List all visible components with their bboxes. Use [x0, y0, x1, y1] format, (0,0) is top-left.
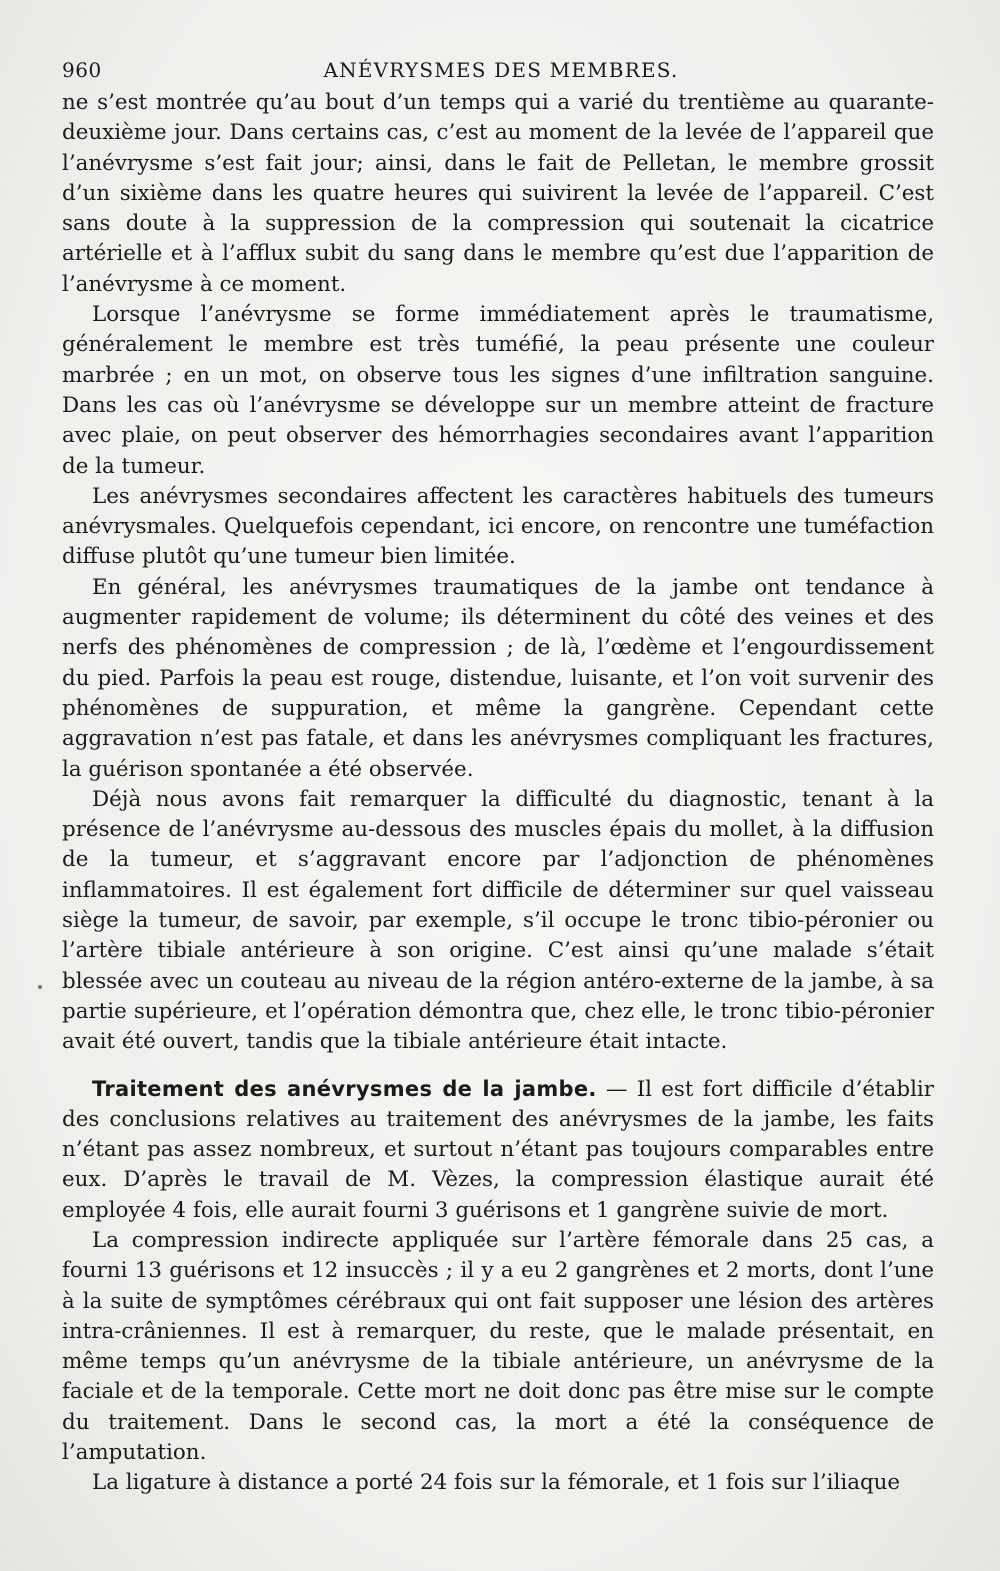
section-paragraph [62, 1074, 934, 1226]
page-header [62, 58, 940, 88]
running-title: ANÉVRYSMES DES MEMBRES. [323, 58, 679, 82]
page-number: 960 [62, 58, 102, 82]
paragraph: Lorsque l’anévrysme se forme immédiatement après le traumatisme, généralement le membre est très tuméfié, la peau présente une couleur marbrée ; en un mot, on observe tous les signes d’une infiltration sanguine. Dans les cas où l’anévrysme se développe sur un membre atteint de fracture avec plaie, on peut observer des hémorrhagies secondaires avant l’apparition de la tumeur. [62, 302, 934, 479]
section-title: Traitement des anévrysmes de la jambe. [92, 1076, 597, 1101]
paragraph: Déjà nous avons fait remarquer la difficulté du diagnostic, tenant à la présence de l’anévrysme au-dessous des muscles épais du mollet, à la diffusion de la tumeur, et s’aggravant encore par l’adjonction de phénomènes inflammatoires. Il est également fort difficile de déterminer sur quel vaisseau siège la tumeur, de savoir, par exemple, s’il occupe le tronc tibio-péronier ou l’artère tibiale antérieure à son origine. C’est ainsi qu’une malade s’était blessée avec un couteau au niveau de la région antéro-externe de la jambe, à sa partie supérieure, et l’opération démontra que, chez elle, le tronc tibio-péronier avait été ouvert, tandis que la tibiale antérieure était intacte. [62, 786, 934, 1055]
section-dash: — [596, 1076, 637, 1102]
paragraph: La compression indirecte appliquée sur l’artère fémorale dans 25 cas, a fourni 13 guérisons et 12 insuccès ; il y a eu 2 gangrènes et 2 morts, dont l’une à la suite de symptômes cérébraux qui ont fait supposer une lésion des artères intra-crâniennes. Il est à remarquer, du reste, que le malade présentait, en même temps qu’un anévrysme de la tibiale antérieure, un anévrysme de la faciale et de la temporale. Cette mort ne doit donc pas être mise sur le compte du traitement. Dans le second cas, la mort a été la conséquence de l’amputation. [62, 1227, 934, 1466]
paragraph: Les anévrysmes secondaires affectent les caractères habituels des tumeurs anévrysmales. Quelquefois cependant, ici encore, on rencontre une tuméfaction diffuse plutôt qu’une tumeur bien limitée. [62, 483, 934, 570]
page-speck [38, 985, 42, 989]
section-text: Il est fort difficile d’établir des conclusions relatives au traitement des anévrysmes de la jambe, les faits n’étant pas assez nombreux, et surtout n’étant pas toujours comparables entre eux. D’après le travail de M. Vèzes, la compression élastique aurait été employée 4 fois, elle aurait fourni 3 guérisons et 1 gangrène suivie de mort. [62, 1076, 934, 1223]
body-text [62, 88, 934, 1499]
paragraph: La ligature à distance a porté 24 fois sur la fémorale, et 1 fois sur l’iliaque [92, 1470, 901, 1496]
paragraph-continuation: ne s’est montrée qu’au bout d’un temps qui a varié du trentième au quarante-deuxième jour. Dans certains cas, c’est au moment de la levée de l’appareil que l’anévrysme s’est fait jour; ainsi, dans le fait de Pelletan, le membre grossit d’un sixième dans les quatre heures qui suivirent la levée de l’appareil. C’est sans doute à la suppression de la compression qui soutenait la cicatrice artérielle et à l’afflux subit du sang dans le membre qu’est due l’apparition de l’anévrysme à ce moment. [62, 90, 934, 297]
paragraph: En général, les anévrysmes traumatiques de la jambe ont tendance à augmenter rapidement de volume; ils déterminent du côté des veines et des nerfs des phénomènes de compression ; de là, l’œdème et l’engourdissement du pied. Parfois la peau est rouge, distendue, luisante, et l’on voit survenir des phénomènes de suppuration, et même la gangrène. Cependant cette aggravation n’est pas fatale, et dans les anévrysmes compliquant les fractures, la guérison spontanée a été observée. [62, 574, 934, 782]
